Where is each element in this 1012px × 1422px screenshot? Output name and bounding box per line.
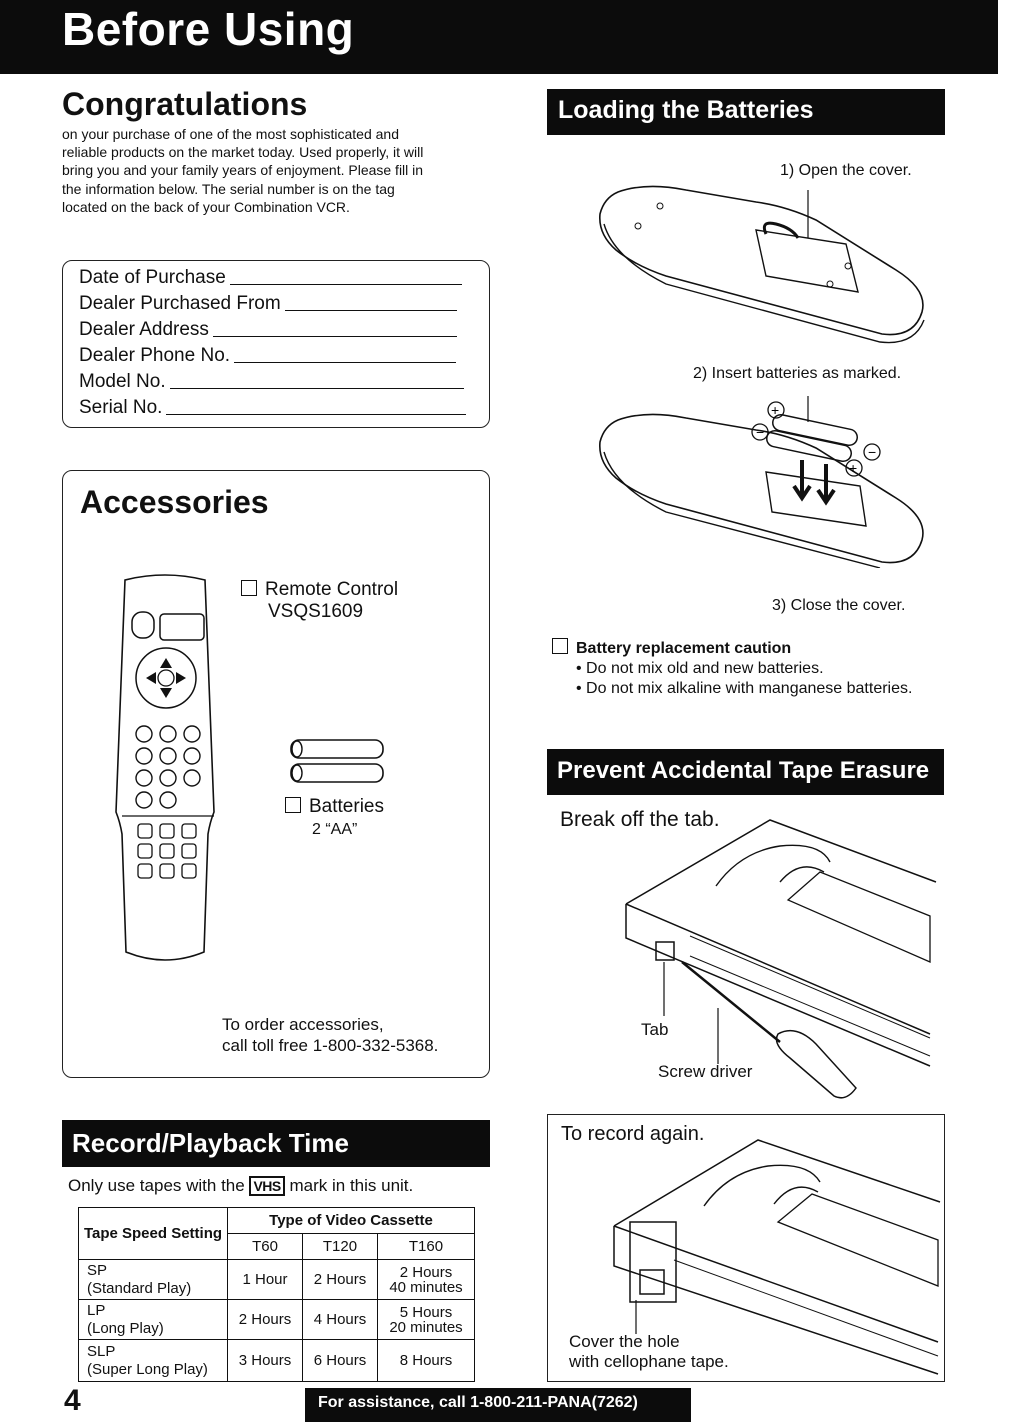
break-tab-text: Break off the tab. <box>560 808 720 831</box>
remote-control-item: Remote Control VSQS1609 <box>241 579 398 623</box>
purchase-info-form <box>62 260 490 428</box>
tab-label: Tab <box>641 1020 669 1039</box>
remote-insert-batteries-illustration <box>596 396 930 568</box>
form-field-dealer[interactable]: Dealer Purchased From <box>79 289 457 315</box>
page-number: 4 <box>64 1384 81 1417</box>
remote-open-cover-illustration <box>596 180 930 346</box>
record-playback-heading: Record/Playback Time <box>72 1128 349 1158</box>
form-field-address[interactable]: Dealer Address <box>79 315 457 341</box>
form-field-phone[interactable]: Dealer Phone No. <box>79 341 456 367</box>
table-row: LP (Long Play) 2 Hours 4 Hours 5 Hours 20 minutes <box>79 1300 475 1340</box>
form-field-serial[interactable]: Serial No. <box>79 393 466 419</box>
erasure-heading: Prevent Accidental Tape Erasure <box>557 757 930 784</box>
checkbox-icon <box>241 580 257 596</box>
cassette-break-tab-illustration <box>620 812 940 1102</box>
vhs-note: Only use tapes with the VHS mark in this unit. <box>68 1176 414 1195</box>
accessories-heading: Accessories <box>80 484 269 520</box>
intro-text: on your purchase of one of the most sophisticated and reliable products on the market today. Used properly, it will bring you and your family years of enjoyment. Please fill in the information below. The serial number is on the tag located on the back of your Combination VCR. <box>62 126 424 215</box>
batteries-item: Batteries 2 “AA” <box>285 796 384 841</box>
batteries-illustration <box>285 738 387 786</box>
battery-step-2: 2) Insert batteries as marked. <box>693 365 902 382</box>
svg-text:+: + <box>849 460 858 476</box>
svg-text:−: − <box>868 444 877 460</box>
form-field-model[interactable]: Model No. <box>79 367 464 393</box>
column-header: T160 <box>378 1234 475 1260</box>
column-header: T60 <box>228 1234 303 1260</box>
loading-batteries-heading: Loading the Batteries <box>558 96 814 124</box>
cassette-type-header: Type of Video Cassette <box>228 1208 475 1234</box>
battery-step-1: 1) Open the cover. <box>780 162 912 179</box>
column-header: T120 <box>303 1234 378 1260</box>
tape-speed-header: Tape Speed Setting <box>79 1208 228 1260</box>
screwdriver-label: Screw driver <box>658 1062 753 1081</box>
vhs-logo: VHS <box>249 1176 284 1196</box>
record-again-text: To record again. <box>561 1123 705 1145</box>
record-time-table <box>78 1207 475 1382</box>
remote-control-illustration <box>110 572 220 968</box>
form-field-date[interactable]: Date of Purchase <box>79 263 462 289</box>
checkbox-icon <box>285 797 301 813</box>
table-row: SP (Standard Play) 1 Hour 2 Hours 2 Hours 40 minutes <box>79 1260 475 1300</box>
assistance-text: For assistance, call 1-800-211-PANA(7262) <box>318 1394 638 1411</box>
battery-step-3: 3) Close the cover. <box>772 597 906 614</box>
page-title: Before Using <box>62 3 355 55</box>
cover-hole-text: Cover the hole with cellophane tape. <box>569 1332 729 1371</box>
svg-text:−: − <box>756 424 765 440</box>
checkbox-icon <box>552 638 568 654</box>
congratulations-heading: Congratulations <box>62 86 308 122</box>
battery-caution: Battery replacement caution • Do not mix old and new batteries. • Do not mix alkaline with manganese batteries. <box>552 638 912 699</box>
svg-text:+: + <box>771 402 780 418</box>
order-accessories-text: To order accessories, call toll free 1-800-332-5368. <box>222 1015 439 1055</box>
table-row: SLP (Super Long Play) 3 Hours 6 Hours 8 Hours <box>79 1340 475 1382</box>
